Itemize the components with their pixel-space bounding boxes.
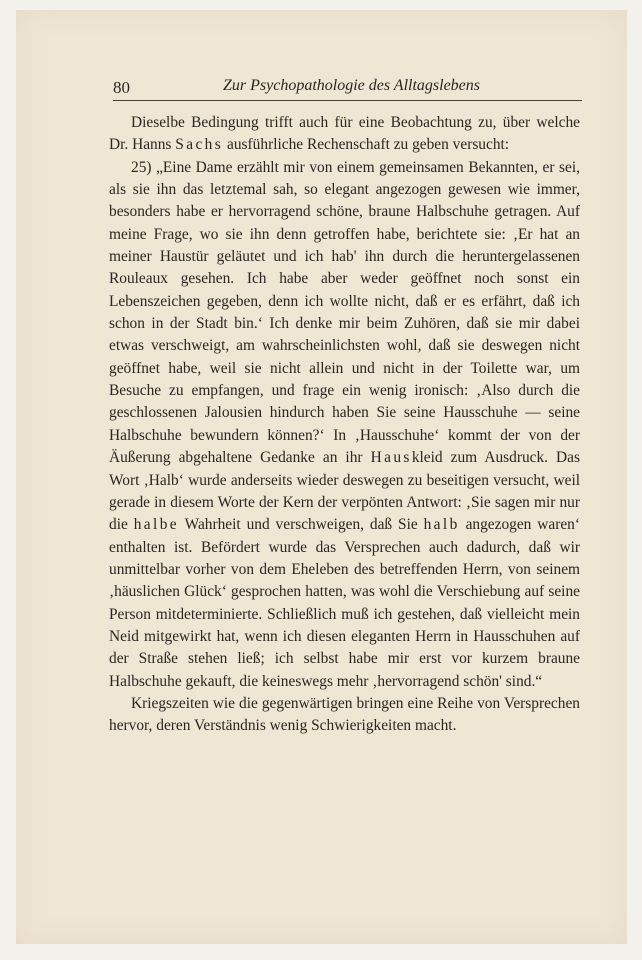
paragraph-3: Kriegszeiten wie die gegenwärtigen bringen eine Reihe von Versprechen hervor, deren Verständnis wenig Schwierigkeiten macht. bbox=[109, 694, 580, 735]
page-header bbox=[113, 76, 582, 101]
spaced-word-halbe: halbe bbox=[133, 516, 180, 534]
page-number: 80 bbox=[113, 78, 130, 97]
body-text bbox=[109, 112, 580, 738]
paragraph-2: 25) „Eine Dame erzählt mir von einem gemeinsamen Bekannten, er sei, als sie ihn das letztemal sah, so elegant angezogen gewesen wie immer, besonders habe er hervorragend schöne, braune Halbschuhe getragen. Auf meine Frage, wo sie ihn denn getroffen habe, berichtete sie: ‚Er hat an meiner Haustür geläutet und ich hab' ihn durch die heruntergelassenen Rouleaux gesehen. Ich habe aber weder geöffnet noch sonst ein Lebenszeichen gegeben, denn ich wollte nicht, daß er es erfährt, daß ich schon in der Stadt bin.‘ Ich denke mir beim Zuhören, daß sie mir dabei etwas verschweigt, am wahrscheinlichsten wohl, daß sie deswegen nicht geöffnet habe, weil sie nicht allein und nicht in der Toilette war, um Besuche zu empfangen, und frage ein wenig ironisch: ‚Also durch die geschlossenen Jalousien hindurch haben Sie seine Hausschuhe — seine Halbschuhe bewundern können?‘ In ‚Hausschuhe‘ kommt der von der Äußerung abgehaltene Gedanke an ihr Hauskleid zum Ausdruck. Das Wort ‚Halb‘ wurde anderseits wieder deswegen zu beseitigen versucht, weil gerade in diesem Worte der Kern der verpönten Antwort: ‚Sie sagen mir nur die halbe Wahrheit und verschweigen, daß Sie halb angezogen waren‘ enthalten ist. Befördert wurde das Versprechen auch dadurch, daß wir unmittelbar vorher von dem Eheleben des betreffenden Herrn, von seinem ‚häuslichen Glück‘ gesprochen hatten, was wohl die Verschiebung auf seine Person mitdeterminierte. Schließlich muß ich gestehen, daß vielleicht mein Neid mitgewirkt hat, wenn ich diesen eleganten Herrn in Hausschuhen auf der Straße stehen ließ; ich selbst habe mir erst vor kurzem braune Halbschuhe gekauft, die keineswegs mehr ‚hervorragend schön' sind.“ bbox=[109, 158, 580, 690]
running-title: Zur Psychopathologie des Alltagslebens bbox=[222, 77, 480, 94]
spaced-name-sachs: Sachs bbox=[175, 136, 224, 154]
spaced-word-haus: Haus bbox=[370, 449, 412, 467]
paragraph-1: Dieselbe Bedingung trifft auch für eine Beobachtung zu, über welche Dr. Hanns Sachs ausführliche Rechenschaft zu geben versucht: bbox=[109, 114, 580, 154]
spaced-word-halb: halb bbox=[423, 516, 460, 534]
